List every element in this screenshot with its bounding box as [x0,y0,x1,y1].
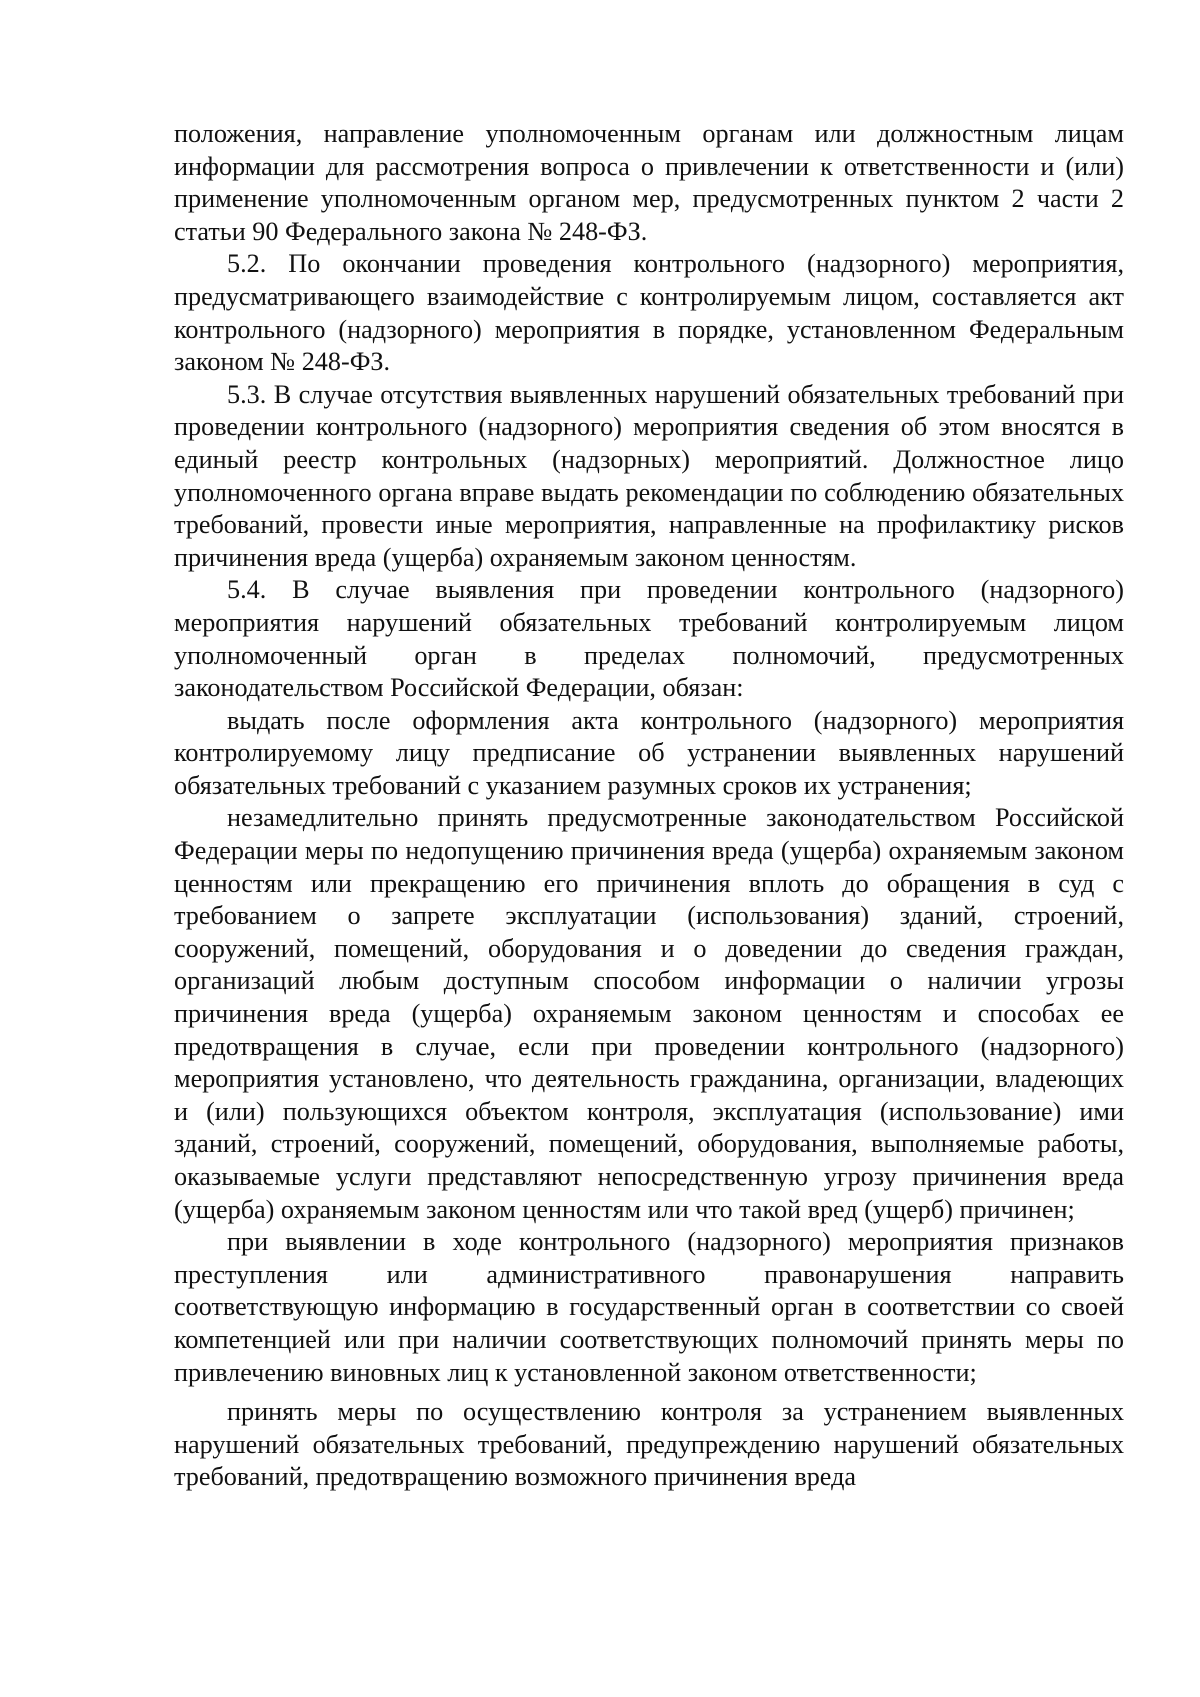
paragraph-continuation: положения, направление уполномоченным органам или должностным лицам информации для рассмотрения вопроса о привлечении к ответственности и (или) применение уполномоченным органом мер, предусмотренных пунктом 2 части 2 статьи 90 Федерального закона № 248-ФЗ. [174,119,1124,246]
paragraph-5-4: 5.4. В случае выявления при проведении контрольного (надзорного) мероприятия нарушений обязательных требований контролируемым лицом уполномоченный орган в пределах полномочий, предусмотренных законодательством Российской Федерации, обязан: [174,575,1124,703]
paragraph-issue-order: выдать после оформления акта контрольного (надзорного) мероприятия контролируемому лицу предписание об устранении выявленных нарушений обязательных требований с указанием разумных сроков их устранения; [174,705,1124,800]
document-page [174,118,1124,1494]
paragraph-control-measures: принять меры по осуществлению контроля за устранением выявленных нарушений обязательных требований, предупреждению нарушений обязательных требований, предотвращению возможного причинения вреда [174,1397,1124,1492]
paragraph-5-2: 5.2. По окончании проведения контрольного (надзорного) мероприятия, предусматривающего взаимодействие с контролируемым лицом, составляется акт контрольного (надзорного) мероприятия в порядке, установленном Федеральным законом № 248-ФЗ. [174,249,1124,377]
paragraph-crime-signs: при выявлении в ходе контрольного (надзорного) мероприятия признаков преступления или административного правонарушения направить соответствующую информацию в государственный орган в соответствии со своей компетенцией или при наличии соответствующих полномочий принять меры по привлечению виновных лиц к установленной законом ответственности; [174,1227,1124,1387]
paragraph-5-3: 5.3. В случае отсутствия выявленных нарушений обязательных требований при проведении контрольного (надзорного) мероприятия сведения об этом вносятся в единый реестр контрольных (надзорных) мероприятий. Должностное лицо уполномоченного органа вправе выдать рекомендации по соблюдению обязательных требований, провести иные мероприятия, направленные на профилактику рисков причинения вреда (ущерба) охраняемым законом ценностям. [174,379,1124,572]
paragraph-immediate-measures: незамедлительно принять предусмотренные законодательством Российской Федерации меры по недопущению причинения вреда (ущерба) охраняемым законом ценностям или прекращению его причинения вплоть до обращения в суд с требованием о запрете эксплуатации (использования) зданий, строений, сооружений, помещений, оборудования и о доведении до сведения граждан, организаций любым доступным способом информации о наличии угрозы причинения вреда (ущерба) охраняемым законом ценностям и способах ее предотвращения в случае, если при проведении контрольного (надзорного) мероприятия установлено, что деятельность гражданина, организации, владеющих и (или) пользующихся объектом контроля, эксплуатация (использование) ими зданий, строений, сооружений, помещений, оборудования, выполняемые работы, оказываемые услуги представляют непосредственную угрозу причинения вреда (ущерба) охраняемым законом ценностям или что такой вред (ущерб) причинен; [174,803,1124,1224]
